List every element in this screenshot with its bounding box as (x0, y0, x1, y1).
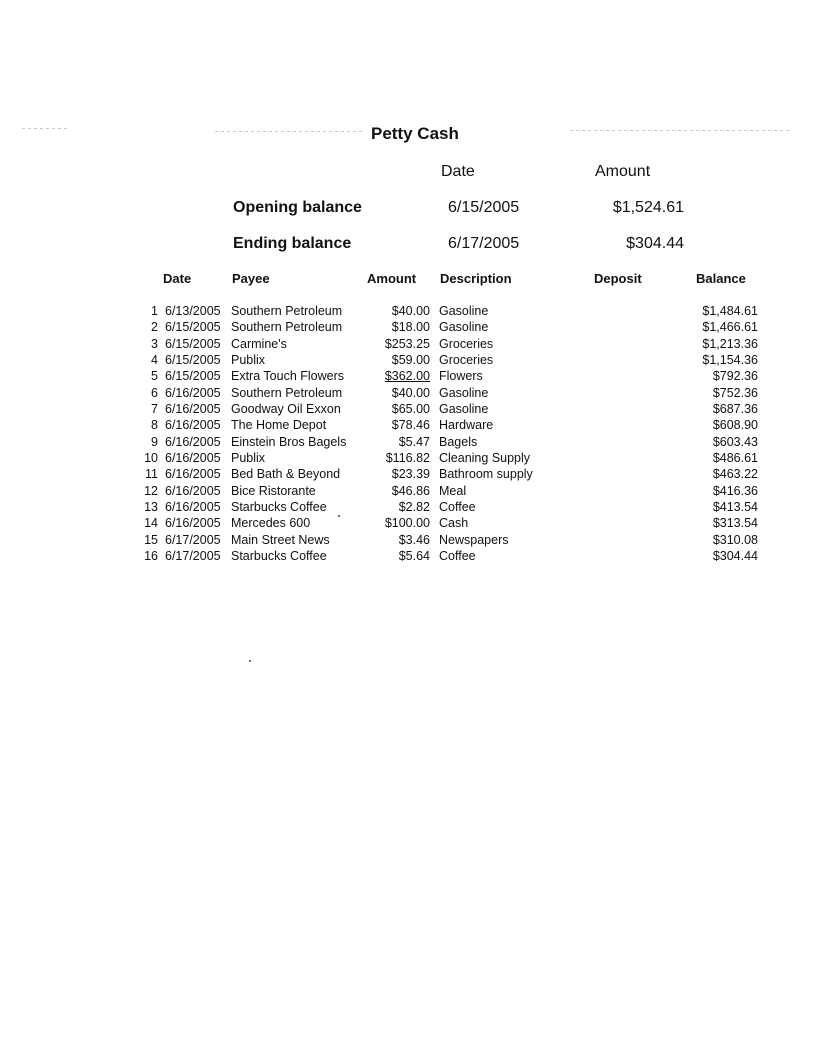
row-date: 6/16/2005 (165, 434, 221, 449)
row-description: Groceries (439, 353, 494, 368)
row-balance: $416.36 (712, 483, 758, 498)
row-date: 6/16/2005 (165, 418, 221, 433)
opening-balance-date: 6/15/2005 (448, 199, 520, 216)
row-date: 6/15/2005 (165, 320, 221, 335)
table-row (0, 450, 816, 466)
row-payee: Southern Petroleum (231, 320, 343, 335)
column-header-deposit: Deposit (594, 271, 642, 286)
row-amount: $18.00 (391, 320, 430, 335)
table-row (0, 483, 816, 499)
row-description: Meal (439, 483, 467, 498)
table-row (0, 401, 816, 417)
scan-artifact-line (215, 131, 365, 132)
opening-balance-label: Opening balance (233, 199, 362, 216)
row-payee: Carmine's (231, 336, 287, 351)
row-balance: $1,154.36 (702, 353, 758, 368)
column-header-date: Date (163, 271, 192, 286)
row-number: 9 (151, 434, 158, 449)
row-payee: Bice Ristorante (231, 483, 316, 498)
row-payee: Southern Petroleum (231, 385, 343, 400)
row-description: Gasoline (439, 402, 489, 417)
row-number: 16 (144, 549, 158, 564)
row-description: Hardware (439, 418, 494, 433)
row-description: Cash (439, 516, 469, 531)
row-balance: $608.90 (712, 418, 758, 433)
table-row (0, 515, 816, 531)
summary-amount-header: Amount (595, 163, 651, 180)
row-date: 6/16/2005 (165, 500, 221, 515)
row-date: 6/17/2005 (165, 532, 221, 547)
column-header-balance: Balance (696, 271, 746, 286)
row-balance: $1,484.61 (702, 304, 758, 318)
row-date: 6/15/2005 (165, 353, 221, 368)
row-description: Bagels (439, 434, 478, 449)
row-balance: $313.54 (712, 516, 758, 531)
row-balance: $486.61 (712, 451, 758, 466)
ending-balance-label: Ending balance (233, 235, 352, 252)
ending-balance-date: 6/17/2005 (448, 235, 520, 252)
row-balance: $792.36 (712, 369, 758, 384)
ledger-column-headers (0, 271, 816, 289)
row-balance: $603.43 (712, 434, 758, 449)
row-amount: $78.46 (391, 418, 430, 433)
row-balance: $463.22 (712, 467, 758, 482)
table-row (0, 532, 816, 548)
row-date: 6/15/2005 (165, 336, 221, 351)
row-description: Gasoline (439, 385, 489, 400)
row-payee: Extra Touch Flowers (231, 369, 345, 384)
row-amount: $253.25 (384, 336, 430, 351)
row-balance: $413.54 (712, 500, 758, 515)
column-header-description: Description (440, 271, 512, 286)
table-row (0, 319, 816, 335)
table-row (0, 499, 816, 515)
row-amount: $362.00 (384, 369, 430, 384)
row-date: 6/16/2005 (165, 402, 221, 417)
row-amount: $40.00 (391, 385, 430, 400)
row-balance: $752.36 (712, 385, 758, 400)
row-payee: Mercedes 600 (231, 516, 311, 531)
row-balance: $310.08 (712, 532, 758, 547)
row-number: 13 (144, 500, 158, 515)
row-date: 6/16/2005 (165, 385, 221, 400)
row-number: 8 (151, 418, 158, 433)
row-date: 6/16/2005 (165, 451, 221, 466)
scan-speck (249, 660, 251, 662)
row-number: 15 (144, 532, 158, 547)
row-payee: The Home Depot (231, 418, 327, 433)
row-amount: $2.82 (398, 500, 430, 515)
table-row (0, 434, 816, 450)
row-description: Gasoline (439, 320, 489, 335)
opening-balance-amount: $1,524.61 (612, 199, 684, 216)
table-row (0, 303, 816, 319)
row-date: 6/16/2005 (165, 483, 221, 498)
row-date: 6/13/2005 (165, 304, 221, 318)
row-amount: $59.00 (391, 353, 430, 368)
row-balance: $1,466.61 (702, 320, 758, 335)
row-number: 5 (151, 369, 158, 384)
row-description: Gasoline (439, 304, 489, 318)
row-number: 4 (151, 353, 158, 368)
row-number: 3 (151, 336, 158, 351)
table-row (0, 368, 816, 384)
row-payee: Bed Bath & Beyond (231, 467, 341, 482)
row-amount: $65.00 (391, 402, 430, 417)
row-date: 6/17/2005 (165, 549, 221, 564)
row-description: Newspapers (439, 532, 509, 547)
scan-artifact-line (570, 130, 790, 131)
row-description: Flowers (439, 369, 483, 384)
row-number: 6 (151, 385, 158, 400)
row-amount: $5.64 (398, 549, 430, 564)
row-description: Groceries (439, 336, 494, 351)
row-date: 6/16/2005 (165, 467, 221, 482)
row-amount: $40.00 (391, 304, 430, 318)
summary-date-header: Date (441, 163, 475, 180)
table-row (0, 352, 816, 368)
row-balance: $304.44 (712, 549, 758, 564)
row-amount: $23.39 (391, 467, 430, 482)
row-payee: Einstein Bros Bagels (231, 434, 347, 449)
scan-artifact-line (22, 128, 70, 129)
row-payee: Main Street News (231, 532, 330, 547)
table-row (0, 385, 816, 401)
row-balance: $1,213.36 (702, 336, 758, 351)
column-header-amount: Amount (367, 271, 417, 286)
row-description: Cleaning Supply (439, 451, 531, 466)
row-date: 6/16/2005 (165, 516, 221, 531)
row-payee: Starbucks Coffee (231, 500, 327, 515)
column-header-payee: Payee (232, 271, 270, 286)
row-number: 2 (151, 320, 158, 335)
row-description: Coffee (439, 549, 476, 564)
row-number: 7 (151, 402, 158, 417)
row-balance: $687.36 (712, 402, 758, 417)
row-number: 14 (144, 516, 158, 531)
row-number: 10 (144, 451, 158, 466)
row-amount: $5.47 (398, 434, 430, 449)
row-date: 6/15/2005 (165, 369, 221, 384)
table-row (0, 548, 816, 564)
table-row (0, 417, 816, 433)
row-payee: Southern Petroleum (231, 304, 343, 318)
row-amount: $46.86 (391, 483, 430, 498)
row-description: Coffee (439, 500, 476, 515)
row-amount: $100.00 (384, 516, 430, 531)
table-row (0, 466, 816, 482)
ending-balance-amount: $304.44 (626, 235, 684, 252)
page-title: Petty Cash (371, 124, 459, 143)
row-payee: Publix (231, 451, 266, 466)
row-description: Bathroom supply (439, 467, 533, 482)
row-payee: Starbucks Coffee (231, 549, 327, 564)
ledger-table (0, 303, 816, 565)
row-amount: $3.46 (398, 532, 430, 547)
row-amount: $116.82 (385, 451, 430, 466)
row-payee: Publix (231, 353, 266, 368)
row-number: 12 (144, 483, 158, 498)
table-row (0, 336, 816, 352)
row-number: 1 (151, 304, 158, 318)
row-number: 11 (145, 467, 158, 482)
row-payee: Goodway Oil Exxon (231, 402, 341, 417)
